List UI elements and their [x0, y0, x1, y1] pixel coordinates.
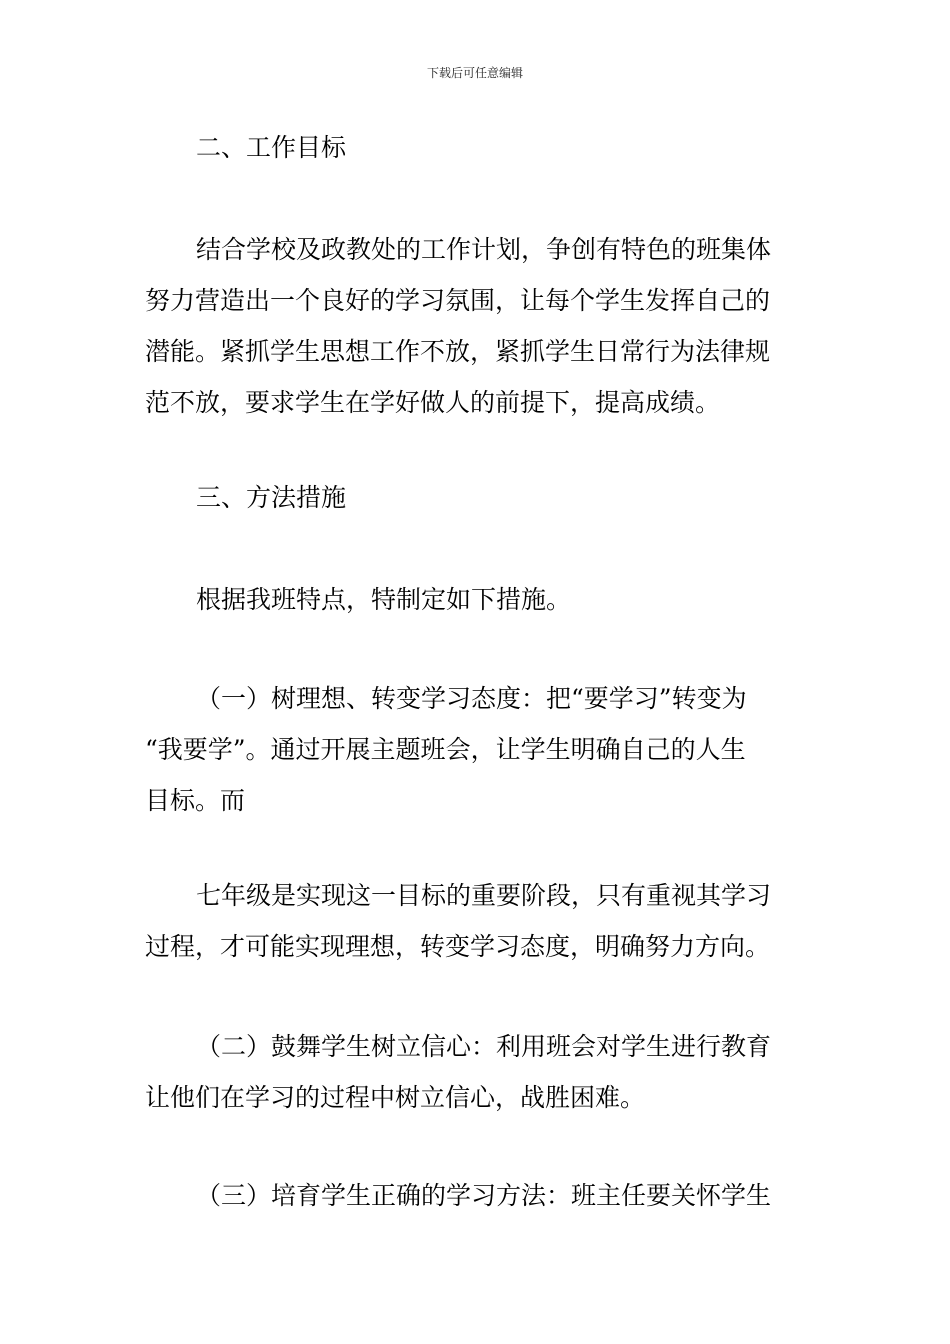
- text-line: 根据我班特点，特制定如下措施。: [196, 585, 572, 614]
- text-line: （三）培育学生正确的学习方法：班主任要关怀学生: [196, 1181, 772, 1210]
- text-line: 二、工作目标: [196, 133, 347, 162]
- text-line: 让他们在学习的过程中树立信心，战胜困难。: [145, 1083, 646, 1112]
- paragraph-work-goals: [145, 224, 810, 428]
- paragraph-methods-intro: [145, 574, 810, 625]
- text-line: “我要学”。通过开展主题班会，让学生明确自己的人生: [145, 735, 746, 764]
- paragraph-measure-3: [145, 1170, 810, 1221]
- text-line: 过程，才可能实现理想，转变学习态度，明确努力方向。: [145, 932, 771, 961]
- paragraph-grade-seven: [145, 870, 810, 972]
- heading-methods: [145, 472, 810, 523]
- paragraph-measure-2: [145, 1021, 810, 1123]
- text-line: 范不放，要求学生在学好做人的前提下，提高成绩。: [145, 388, 721, 417]
- paragraph-measure-1: [145, 673, 810, 826]
- text-line: 三、方法措施: [196, 483, 347, 512]
- heading-work-goals: [145, 122, 810, 173]
- text-line: 结合学校及政教处的工作计划，争创有特色的班集体: [196, 235, 772, 264]
- text-line: 努力营造出一个良好的学习氛围，让每个学生发挥自己的: [145, 286, 771, 315]
- text-line: （一）树理想、转变学习态度：把“要学习”转变为: [196, 684, 747, 713]
- text-line: 七年级是实现这一目标的重要阶段，只有重视其学习: [196, 881, 772, 910]
- page-header: 下载后可任意编辑: [426, 66, 523, 80]
- text-line: 潜能。紧抓学生思想工作不放，紧抓学生日常行为法律规: [145, 337, 771, 366]
- text-line: （二）鼓舞学生树立信心：利用班会对学生进行教育: [196, 1032, 772, 1061]
- text-line: 目标。而: [145, 786, 246, 815]
